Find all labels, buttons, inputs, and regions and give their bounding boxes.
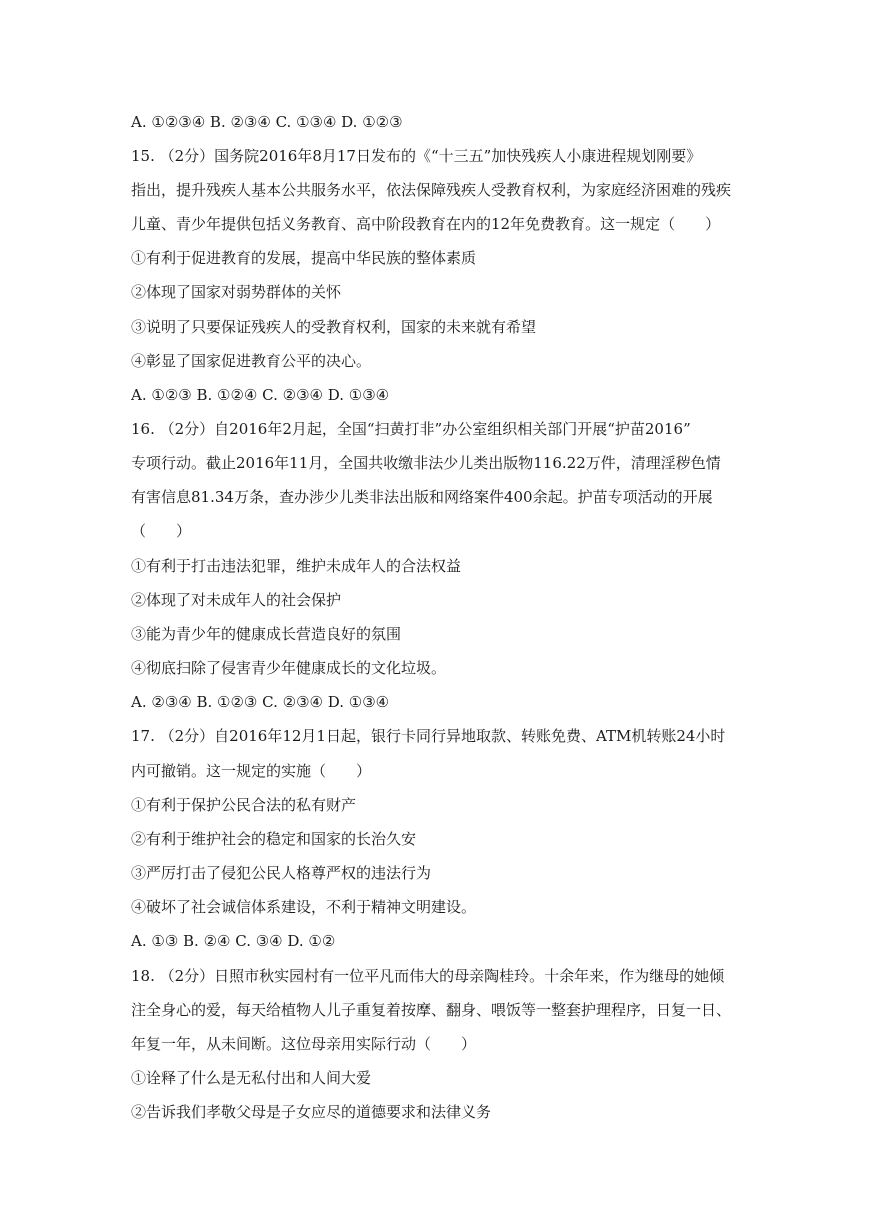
q18-stem-line-3: 年复一年，从未间断。这位母亲用实际行动（ ） [131, 1035, 477, 1053]
q15-stem-line-1: 15. （2分）国务院2016年8月17日发布的《“十三五”加快残疾人小康进程规划刚要》 [131, 147, 702, 165]
q16-statement-3: ③能为青少年的健康成长营造良好的氛围 [131, 625, 402, 643]
q14-options: A. ①②③④ B. ②③④ C. ①③④ D. ①②③ [131, 113, 403, 131]
q16-options: A. ②③④ B. ①②③ C. ②③④ D. ①③④ [131, 693, 390, 711]
q15-stem-line-3: 儿童、青少年提供包括义务教育、高中阶段教育在内的12年免费教育。这一规定（ ） [131, 215, 721, 233]
q16-statement-1: ①有利于打击违法犯罪，维护未成年人的合法权益 [131, 557, 462, 575]
q17-statement-4: ④破坏了社会诚信体系建设，不利于精神文明建设。 [131, 898, 477, 916]
q15-statement-4: ④彰显了国家促进教育公平的决心。 [131, 352, 372, 370]
q17-statement-2: ②有利于维护社会的稳定和国家的长治久安 [131, 830, 417, 848]
q18-stem-line-2: 注全身心的爱，每天给植物人儿子重复着按摩、翻身、喂饭等一整套护理程序，日复一日、 [131, 1001, 732, 1019]
q17-stem-line-2: 内可撤销。这一规定的实施（ ） [131, 762, 372, 780]
q17-statement-1: ①有利于保护公民合法的私有财产 [131, 796, 357, 814]
q17-options: A. ①③ B. ②④ C. ③④ D. ①② [131, 932, 336, 950]
q15-statement-2: ②体现了国家对弱势群体的关怀 [131, 283, 342, 301]
q16-stem-line-4: （ ） [131, 522, 192, 540]
q15-stem-line-2: 指出，提升残疾人基本公共服务水平，依法保障残疾人受教育权利，为家庭经济困难的残疾 [131, 181, 732, 199]
q18-stem-line-1: 18. （2分）日照市秋实园村有一位平凡而伟大的母亲陶桂玲。十余年来，作为继母的她倾 [131, 967, 725, 985]
q15-options: A. ①②③ B. ①②④ C. ②③④ D. ①③④ [131, 386, 390, 404]
q17-stem-line-1: 17. （2分）自2016年12月1日起，银行卡同行异地取款、转账免费、ATM机转账24小时 [131, 727, 726, 745]
q15-statement-1: ①有利于促进教育的发展，提高中华民族的整体素质 [131, 249, 477, 267]
q16-stem-line-3: 有害信息81.34万条，查办涉少儿类非法出版和网络案件400余起。护苗专项活动的开展 [131, 488, 713, 506]
q18-statement-1: ①诠释了什么是无私付出和人间大爱 [131, 1069, 372, 1087]
q16-statement-4: ④彻底扫除了侵害青少年健康成长的文化垃圾。 [131, 659, 447, 677]
q16-stem-line-2: 专项行动。截止2016年11月，全国共收缴非法少儿类出版物116.22万件，清理淫秽色情 [131, 454, 721, 472]
q16-stem-line-1: 16. （2分）自2016年2月起，全国“扫黄打非”办公室组织相关部门开展“护苗2016” [131, 420, 691, 438]
q15-statement-3: ③说明了只要保证残疾人的受教育权利，国家的未来就有希望 [131, 318, 537, 336]
q18-statement-2: ②告诉我们孝敬父母是子女应尽的道德要求和法律义务 [131, 1103, 492, 1121]
q16-statement-2: ②体现了对未成年人的社会保护 [131, 591, 342, 609]
q17-statement-3: ③严厉打击了侵犯公民人格尊严权的违法行为 [131, 864, 432, 882]
